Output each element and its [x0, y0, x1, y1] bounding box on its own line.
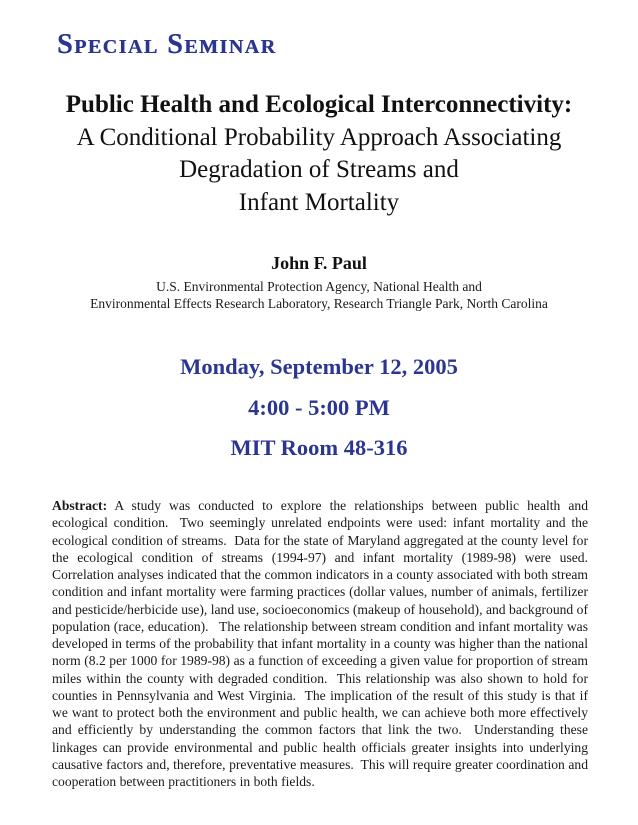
- seminar-title: [0, 89, 638, 219]
- speaker-name: John F. Paul: [271, 253, 367, 273]
- abstract-label: Abstract:: [52, 498, 108, 513]
- abstract-body: A study was conducted to explore the relationships between public health and ecological condition. Two seemingly unrelated endpoints were used: infant mortality and the ecological condition of streams. Data for the state of Maryland aggregated at the county level for the ecological condition of streams (1994-97) and infant mortality (1989-98) were used. Correlation analyses indicated that the common indicators in a county associated with both stream condition and infant mortality were farming practices (dollar values, number of animals, fertilizer and pesticide/herbicide use), land use, socioeconomics (makeup of household), and background of population (race, education). The relationship between stream condition and infant mortality was developed in terms of the probability that infant mortality in a county was higher than the national norm (8.2 per 1000 for 1989-98) as a function of exceeding a given value for proportion of stream miles within the county with degraded condition. This relationship was also shown to hold for counties in Pennsylvania and West Virginia. The implication of the result of this study is that if we want to protect both the environment and public health, we can achieve both more effectively and efficiently by understanding the common factors that link the two. Understanding these linkages can provide environmental and public health officials greater insights into underlying causative factors and, therefore, preventative measures. This will require greater coordination and cooperation between practitioners in both fields.: [52, 498, 592, 789]
- seminar-title-line3: Degradation of Streams and: [179, 156, 459, 183]
- event-time: 4:00 - 5:00 PM: [248, 394, 390, 420]
- seminar-title-line2: A Conditional Probability Approach Associating: [76, 123, 562, 151]
- event-date: Monday, September 12, 2005: [180, 354, 458, 379]
- seminar-type-heading: Special Seminar: [57, 29, 277, 60]
- speaker-block: [0, 253, 638, 312]
- seminar-title-line1: Public Health and Ecological Interconnectivity:: [65, 91, 573, 118]
- abstract-paragraph: [52, 497, 592, 790]
- speaker-affiliation-line2: Environmental Effects Research Laboratory, Research Triangle Park, North Carolina: [90, 295, 548, 311]
- event-location: MIT Room 48-316: [230, 435, 408, 460]
- event-details-block: [0, 347, 638, 469]
- seminar-title-line4: Infant Mortality: [238, 188, 400, 216]
- speaker-affiliation-line1: U.S. Environmental Protection Agency, National Health and: [156, 279, 482, 294]
